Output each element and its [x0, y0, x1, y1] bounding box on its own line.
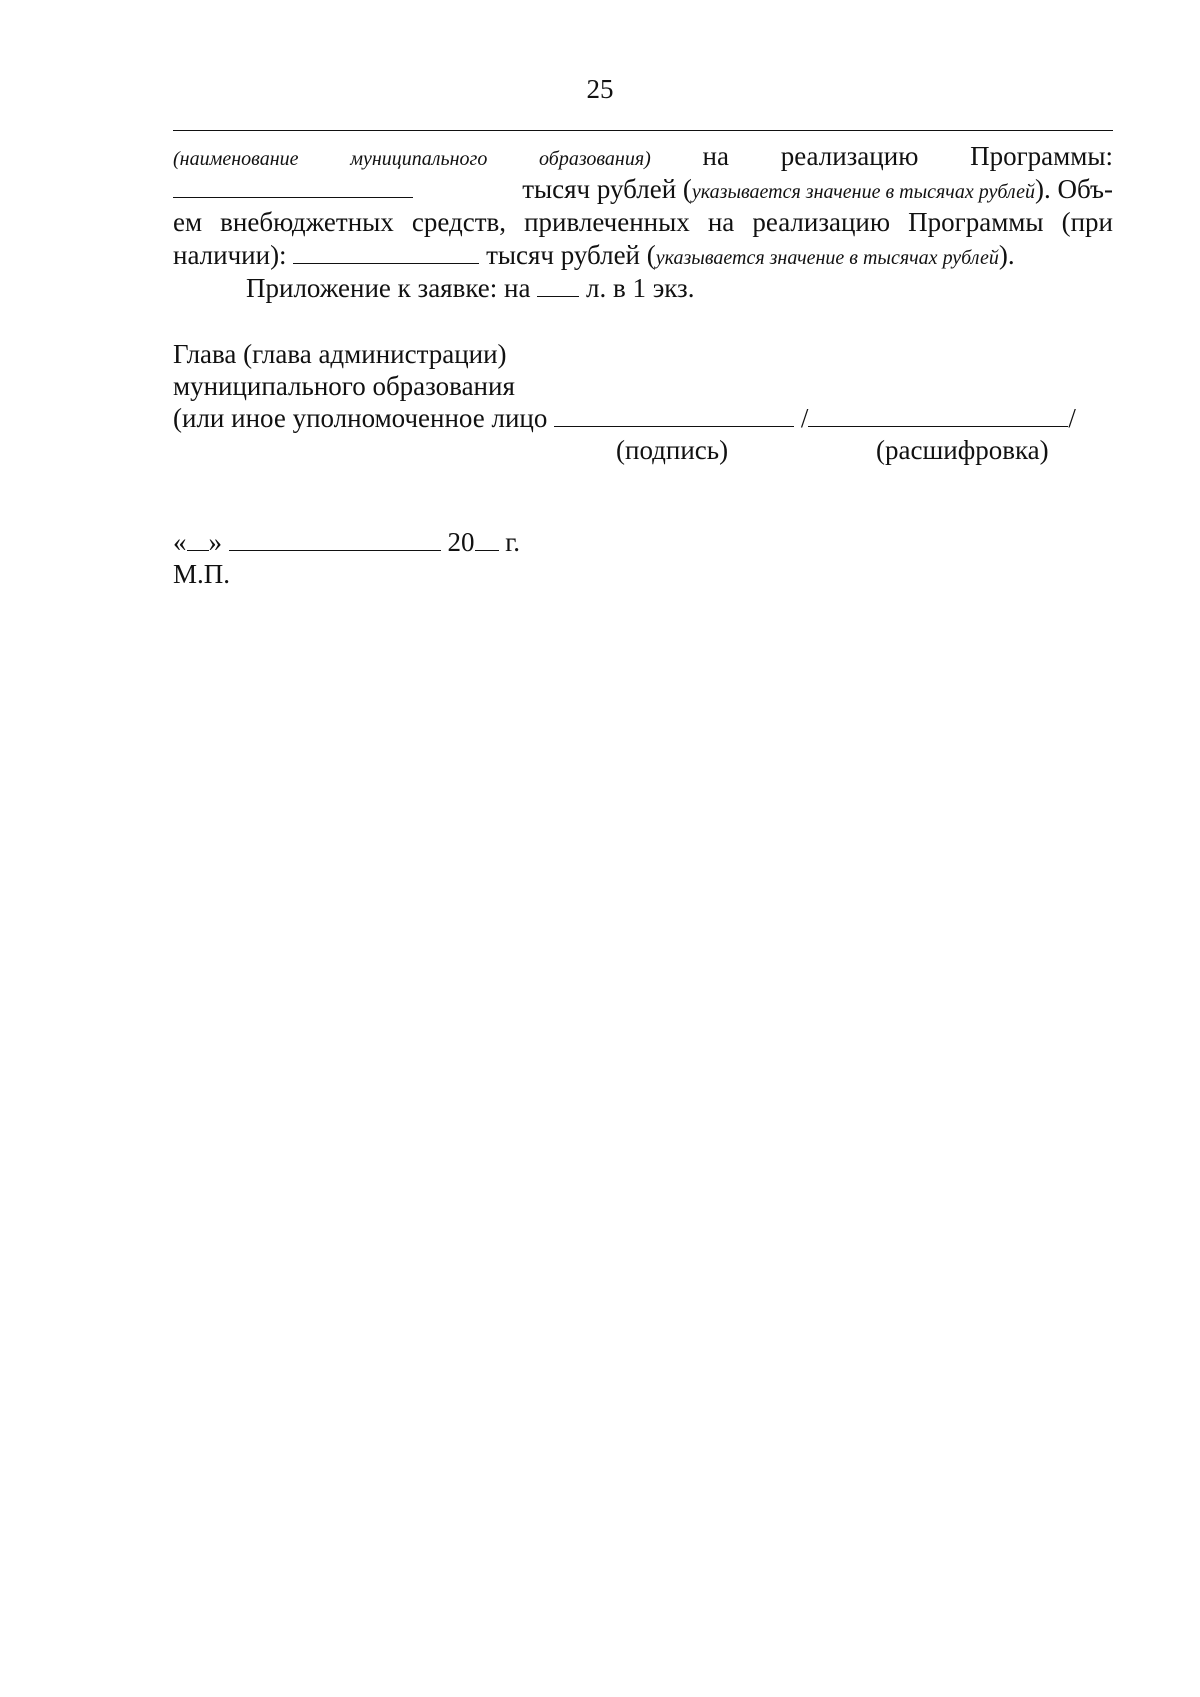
thousand-rubles-hint: указывается значение в тысячах рублей [655, 247, 999, 269]
paragraph-word: реализацию [752, 207, 891, 237]
budget-amount-blank [173, 175, 413, 198]
open-quote: « [173, 527, 187, 557]
decoding-caption: (расшифровка) [876, 435, 1049, 465]
closing-paren: ). [998, 240, 1015, 270]
date-line [173, 526, 520, 558]
paragraph-word: внебюджетных [220, 207, 394, 237]
municipality-name-hint-2: муниципального [350, 148, 488, 170]
signature-captions [0, 434, 1200, 466]
paragraph-word: ем [173, 207, 203, 237]
extrabudgetary-amount-blank [293, 241, 479, 264]
availability-label: наличии): [173, 240, 287, 270]
paragraph-word: средств, [411, 207, 507, 237]
slash-separator: / [1068, 403, 1076, 433]
paragraph-line-1 [173, 140, 1113, 173]
head-title-line-1: Глава (глава администрации) [173, 339, 507, 369]
close-quote: » [208, 527, 222, 557]
name-decoding-blank [808, 404, 1068, 427]
thousand-rubles-hint: указывается значение в тысячах рублей [691, 181, 1035, 203]
copies-label: л. в 1 экз. [585, 273, 695, 303]
municipality-name-hint-1: (наименование [173, 148, 299, 170]
paragraph-word: Программы [908, 207, 1044, 237]
attachment-line [173, 272, 1113, 305]
application-paragraph [173, 140, 1113, 305]
signature-block [173, 338, 1113, 434]
paragraph-word: (при [1061, 207, 1113, 237]
slash-separator: / [800, 403, 809, 433]
sheet-count-blank [537, 274, 579, 297]
year-suffix: г. [505, 527, 521, 557]
year-prefix: 20 [447, 527, 475, 557]
stamp-place: М.П. [173, 559, 231, 589]
head-title-line-3 [173, 402, 1113, 434]
volume-text: ). Объ- [1034, 174, 1113, 204]
page-number: 25 [586, 74, 614, 104]
paragraph-line-3 [173, 206, 1113, 239]
attachment-label: Приложение к заявке: на [246, 273, 531, 303]
paragraph-word: Программы: [970, 141, 1113, 171]
authorized-person-label: (или иное уполномоченное лицо [173, 403, 548, 433]
paragraph-word: на [707, 207, 735, 237]
top-fill-line [173, 130, 1113, 131]
signature-blank [554, 404, 794, 427]
paragraph-word: реализацию [780, 141, 919, 171]
paragraph-line-2-text [522, 173, 1113, 209]
month-blank [229, 528, 441, 551]
day-blank [187, 528, 209, 551]
municipality-name-hint-3: образования) [539, 148, 651, 170]
paragraph-line-4 [173, 239, 1113, 272]
thousand-rubles-label: тысяч рублей ( [486, 240, 656, 270]
paragraph-word: на [702, 141, 729, 171]
paragraph-line-2 [173, 173, 1113, 206]
paragraph-word: привлеченных [524, 207, 690, 237]
year-blank [475, 528, 499, 551]
signature-caption: (подпись) [616, 435, 729, 465]
thousand-rubles-label: тысяч рублей ( [522, 174, 692, 204]
date-block [173, 526, 520, 590]
head-title-line-2: муниципального образования [173, 371, 515, 401]
